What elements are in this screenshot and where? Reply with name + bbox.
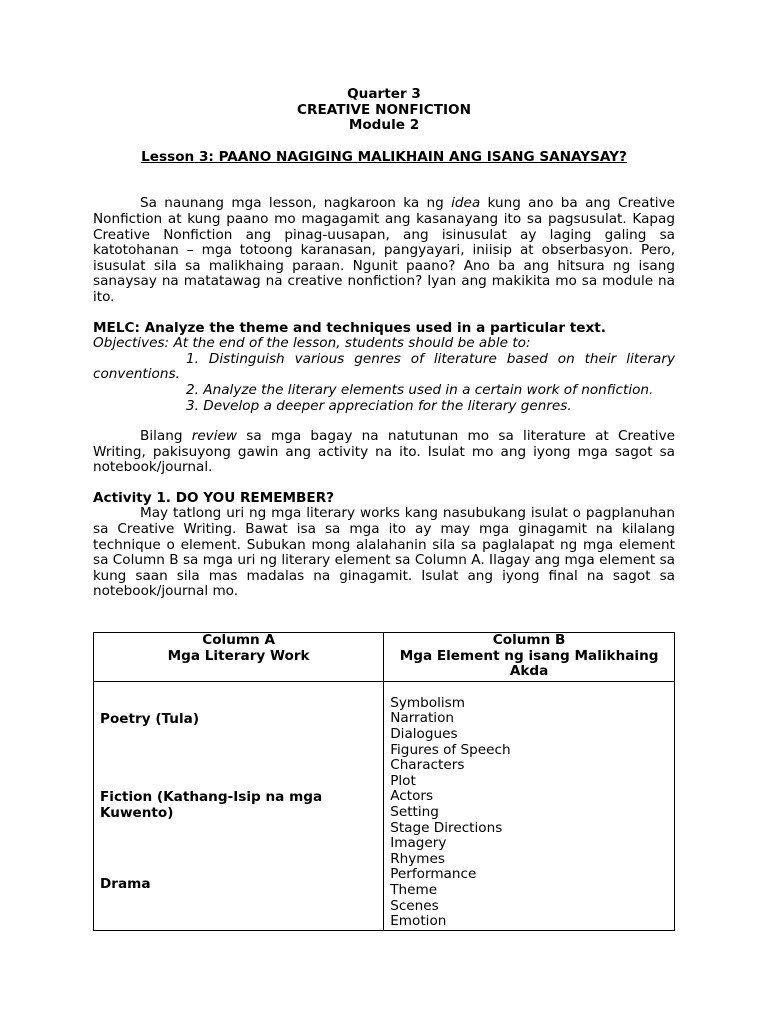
intro-paragraph: Sa naunang mga lesson, nagkaroon ka ng idea kung ano ba ang Creative Nonfiction at kung paano mo magagamit ang kasanayang ito sa pagsusulat. Kapag Creative Nonfiction ang pinag-uusapan, ang isinusulat ay laging galing sa katotohanan – mga totoong karanasan, pangyayari, iniisip at obserbasyon. Pero, isusulat sila sa malikhaing paraan. Ngunit paano? Ano ba ang hitsura ng isang sanaysay na matatawag na creative nonfiction? Iyan ang makikita mo sa module na ito. bbox=[93, 195, 675, 305]
element-item: Actors bbox=[390, 788, 434, 805]
literary-work-item: Drama bbox=[100, 875, 151, 892]
element-item: Performance bbox=[390, 866, 477, 883]
column-b-header: Column B Mga Element ng isang Malikhaing Akda bbox=[384, 633, 675, 682]
subject-title: CREATIVE NONFICTION bbox=[297, 101, 471, 118]
objective-item: 1. Distinguish various genres of literature based on their literary conventions. bbox=[93, 350, 675, 383]
column-a-header: Column A Mga Literary Work bbox=[94, 633, 384, 682]
objective-item: 3. Develop a deeper appreciation for the literary genres. bbox=[186, 397, 572, 414]
lesson-title: Lesson 3: PAANO NAGIGING MALIKHAIN ANG ISANG SANAYSAY? bbox=[141, 148, 627, 165]
document-page bbox=[93, 87, 675, 600]
activity-title: Activity 1. DO YOU REMEMBER? bbox=[93, 489, 335, 506]
element-item: Imagery bbox=[390, 835, 447, 852]
objectives-heading: Objectives: At the end of the lesson, students should be able to: bbox=[93, 335, 531, 352]
elements-cell bbox=[384, 681, 675, 930]
matching-table bbox=[93, 632, 675, 931]
module-label: Module 2 bbox=[348, 117, 420, 134]
element-item: Scenes bbox=[390, 897, 439, 914]
objective-item: 2. Analyze the literary elements used in a certain work of nonfiction. bbox=[186, 381, 654, 398]
elements-list bbox=[390, 696, 668, 930]
element-item: Narration bbox=[390, 710, 455, 727]
element-item: Setting bbox=[390, 803, 439, 820]
element-item: Stage Directions bbox=[390, 819, 503, 836]
element-item: Dialogues bbox=[390, 725, 458, 742]
quarter-label: Quarter 3 bbox=[347, 86, 421, 102]
element-item: Symbolism bbox=[390, 694, 465, 711]
element-item: Plot bbox=[390, 772, 416, 789]
element-item: Characters bbox=[390, 757, 465, 774]
element-item: Theme bbox=[390, 881, 438, 898]
intro-italic-word: idea bbox=[451, 195, 481, 212]
element-item: Emotion bbox=[390, 913, 447, 930]
literary-work-item: Poetry (Tula) bbox=[100, 710, 200, 727]
element-item: Figures of Speech bbox=[390, 741, 511, 758]
review-italic-word: review bbox=[191, 428, 237, 445]
review-paragraph: Bilang review sa mga bagay na natutunan mo sa literature at Creative Writing, pakisuyong gawin ang activity na ito. Isulat mo ang iyong mga sagot sa notebook/journal. bbox=[93, 428, 675, 476]
literary-work-item: Fiction (Kathang-Isip na mga Kuwento) bbox=[100, 789, 323, 821]
literary-works-cell bbox=[94, 681, 384, 930]
melc-statement: MELC: Analyze the theme and techniques used in a particular text. bbox=[93, 319, 606, 336]
element-item: Rhymes bbox=[390, 850, 445, 867]
activity-instructions: May tatlong uri ng mga literary works kang nasubukang isulat o pagplanuhan sa Creative Writing. Bawat isa sa mga ito ay may mga ginagamit na kilalang technique o element. Subukan mong alalahanin sila sa paglalapat ng mga element sa Column B sa mga uri ng literary element sa Column A. Ilagay ang mga element sa kung saan sila mas madalas na ginagamit. Isulat ang iyong final na sagot sa notebook/journal mo. bbox=[93, 505, 675, 600]
